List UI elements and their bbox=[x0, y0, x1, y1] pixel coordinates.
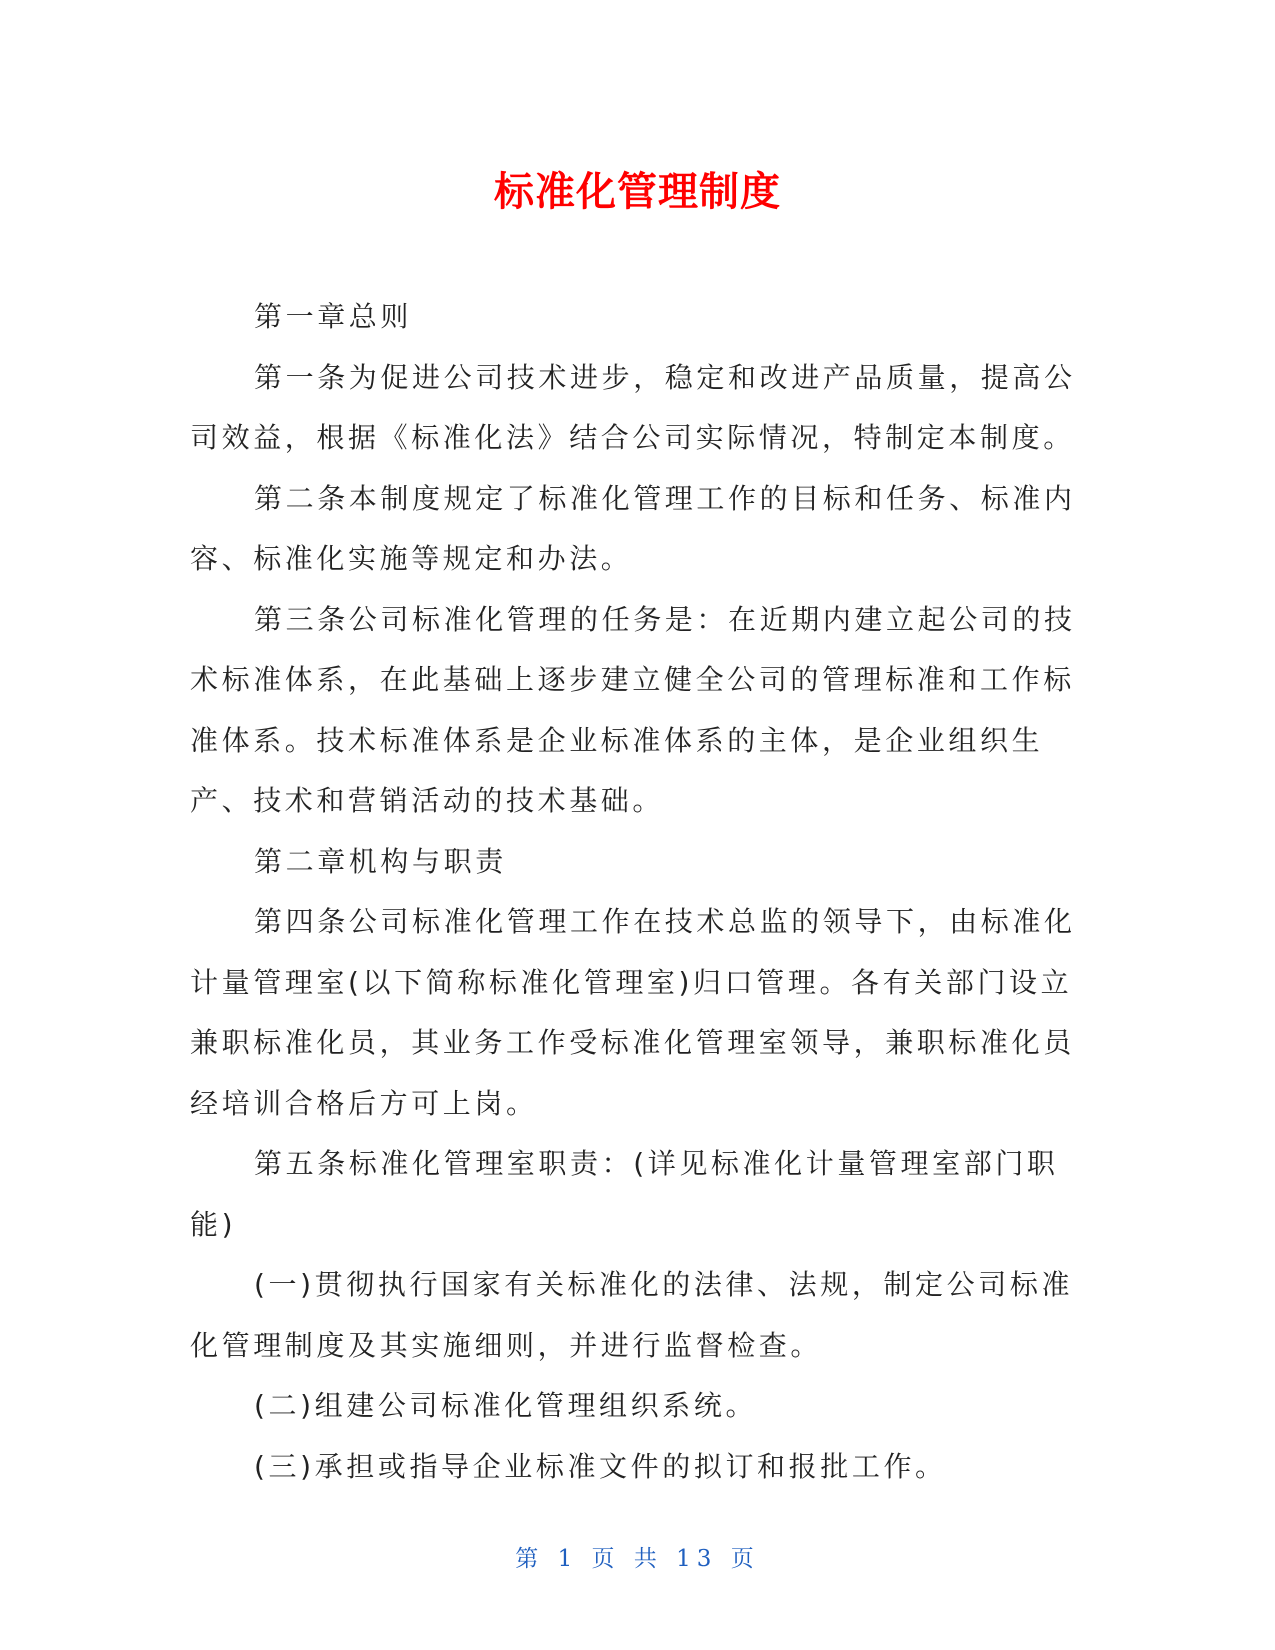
article-5-item-1: (一)贯彻执行国家有关标准化的法律、法规，制定公司标准化管理制度及其实施细则，并进行监督检查。 bbox=[190, 1268, 1074, 1362]
page-number: 第 1 页 共 13 页 bbox=[515, 1546, 760, 1572]
article-2: 第二条本制度规定了标准化管理工作的目标和任务、标准内容、标准化实施等规定和办法。 bbox=[190, 481, 1076, 575]
article-5: 第五条标准化管理室职责：(详见标准化计量管理室部门职能) bbox=[190, 1147, 1059, 1241]
article-3: 第三条公司标准化管理的任务是：在近期内建立起公司的技术标准体系，在此基础上逐步建立健全公司的管理标准和工作标准体系。技术标准体系是企业标准体系的主体，是企业组织生产、技术和营销活动的技术基础。 bbox=[190, 602, 1076, 817]
article-5-item-2: (二)组建公司标准化管理组织系统。 bbox=[254, 1389, 758, 1422]
document-title: 标准化管理制度 bbox=[494, 169, 781, 215]
chapter-heading-1: 第一章总则 bbox=[254, 300, 413, 333]
document-body bbox=[190, 287, 1090, 1497]
article-4: 第四条公司标准化管理工作在技术总监的领导下，由标准化计量管理室(以下简称标准化管理室)归口管理。各有关部门设立兼职标准化员，其业务工作受标准化管理室领导，兼职标准化员经培训合格后方可上岗。 bbox=[190, 905, 1076, 1120]
chapter-heading-2: 第二章机构与职责 bbox=[254, 844, 507, 878]
article-1: 第一条为促进公司技术进步，稳定和改进产品质量，提高公司效益，根据《标准化法》结合公司实际情况，特制定本制度。 bbox=[190, 360, 1076, 454]
article-5-item-3: (三)承担或指导企业标准文件的拟订和报批工作。 bbox=[254, 1449, 947, 1483]
